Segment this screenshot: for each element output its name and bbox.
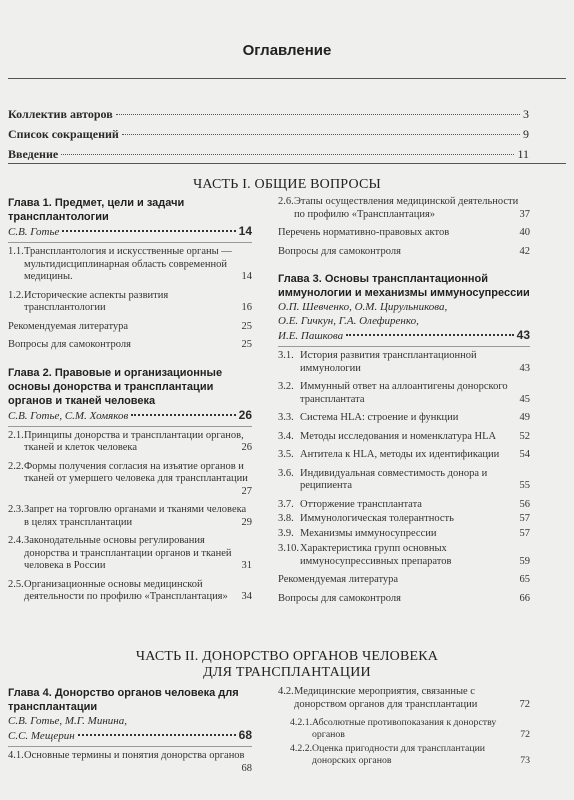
chapter-authors: С.В. Готье, С.М. Хомяков 26 [8, 407, 252, 422]
toc-subentry[interactable]: 4.2.1. Абсолютные противопоказания к донорству органов 72 [290, 717, 530, 740]
toc-entry[interactable]: 1.1. Трансплантология и искусственные органы — мультидисциплинарная область современной медицины. 14 [8, 246, 252, 282]
chapter-authors: И.Е. Пашкова 43 [278, 328, 530, 342]
toc-entry[interactable]: 3.9. Механизмы иммуносупрессии 57 [278, 527, 530, 539]
chapter-title[interactable]: Глава 3. Основы трансплантационной иммунологии и механизмы иммуносупрессии [278, 273, 530, 299]
top-divider [8, 78, 566, 79]
chapter-title[interactable]: Глава 2. Правовые и организационные основы донорства и трансплантации органов и тканей человека [8, 366, 223, 407]
left-column-part2 [8, 686, 252, 781]
toc-entry[interactable]: Перечень нормативно-правовых актов 40 [278, 227, 530, 238]
chapter-title[interactable]: Глава 1. Предмет, цели и задачи трансплантологии [8, 197, 185, 223]
toc-entry[interactable]: 3.1. История развития трансплантационной иммунологии 43 [278, 350, 530, 374]
section-divider [8, 163, 566, 164]
toc-entry[interactable]: 2.3. Запрет на торговлю органами и тканями человека в целях трансплантации 29 [8, 504, 252, 528]
toc-entry[interactable]: 2.6. Этапы осуществления медицинской деятельности по профилю «Трансплантация» 37 [278, 196, 530, 220]
chapter-authors: О.Е. Гичкун, Г.А. Олефиренко, [278, 315, 419, 327]
toc-entry[interactable]: Вопросы для самоконтроля 25 [8, 339, 252, 350]
toc-entry[interactable]: Рекомендуемая литература 25 [8, 320, 252, 332]
toc-entry[interactable]: 3.5. Антитела к HLA, методы их идентификации 54 [278, 449, 530, 460]
front-matter-item[interactable]: Коллектив авторов 3 [8, 107, 529, 121]
toc-entry[interactable]: 1.2. Исторические аспекты развития трансплантологии 16 [8, 289, 252, 313]
chapter-title[interactable]: Глава 4. Донорство органов человека для трансплантации [8, 687, 239, 713]
toc-entry[interactable]: 2.2. Формы получения согласия на изъятие органов и тканей от умершего человека для трансплантации 27 [8, 460, 252, 497]
toc-entry[interactable]: Рекомендуемая литература 65 [278, 574, 530, 585]
toc-entry[interactable]: 3.4. Методы исследования и номенклатура HLA 52 [278, 430, 530, 442]
part-heading: ЧАСТЬ I. ОБЩИЕ ВОПРОСЫ [193, 177, 381, 192]
page-title: Оглавление [242, 42, 332, 59]
part-heading: ЧАСТЬ II. ДОНОРСТВО ОРГАНОВ ЧЕЛОВЕКА [135, 649, 439, 664]
right-column-part1 [278, 196, 530, 611]
front-matter-list [8, 107, 529, 167]
front-matter-item[interactable]: Введение 11 [8, 147, 529, 161]
toc-entry[interactable]: Вопросы для самоконтроля 66 [278, 592, 530, 604]
chapter-authors: С.В. Готье 14 [8, 224, 252, 238]
right-column-part2 [278, 686, 530, 769]
toc-entry[interactable]: 3.8. Иммунологическая толерантность 57 [278, 513, 530, 524]
toc-entry[interactable]: Вопросы для самоконтроля 42 [278, 245, 530, 257]
toc-entry[interactable]: 4.1. Основные термины и понятия донорства органов 68 [8, 750, 252, 774]
front-matter-item[interactable]: Список сокращений 9 [8, 127, 529, 141]
toc-entry[interactable]: 2.5. Организационные основы медицинской деятельности по профилю «Трансплантация» 34 [8, 578, 252, 602]
toc-entry[interactable]: 3.6. Индивидуальная совместимость донора и реципиента 55 [278, 467, 530, 491]
chapter-authors: С.С. Мещерин 68 [8, 728, 252, 742]
toc-entry[interactable]: 3.10. Характеристика групп основных иммуносупрессивных препаратов 59 [278, 543, 530, 567]
toc-entry[interactable]: 2.4. Законодательные основы регулирования донорства и трансплантации органов и тканей человека в России 31 [8, 535, 252, 571]
toc-entry[interactable]: 3.3. Система HLA: строение и функции 49 [278, 412, 530, 423]
toc-entry[interactable]: 3.2. Иммунный ответ на аллоантигены донорского трансплантата 45 [278, 381, 530, 405]
chapter-authors: О.П. Шевченко, О.М. Цирульникова, [278, 301, 448, 313]
chapter-authors: С.В. Готье, М.Г. Минина, [8, 715, 127, 727]
toc-entry[interactable]: 4.2. Медицинские мероприятия, связанные с донорством органов для трансплантации 72 [278, 686, 530, 710]
toc-subentry[interactable]: 4.2.2. Оценка пригодности для трансплантации донорских органов 73 [290, 743, 530, 766]
toc-entry[interactable]: 3.7. Отторжение трансплантата 56 [278, 498, 530, 510]
part-heading: ДЛЯ ТРАНСПЛАНТАЦИИ [203, 665, 371, 680]
left-column-part1 [8, 196, 252, 610]
toc-entry[interactable]: 2.1. Принципы донорства и трансплантации органов, тканей и клеток человека 26 [8, 429, 252, 453]
